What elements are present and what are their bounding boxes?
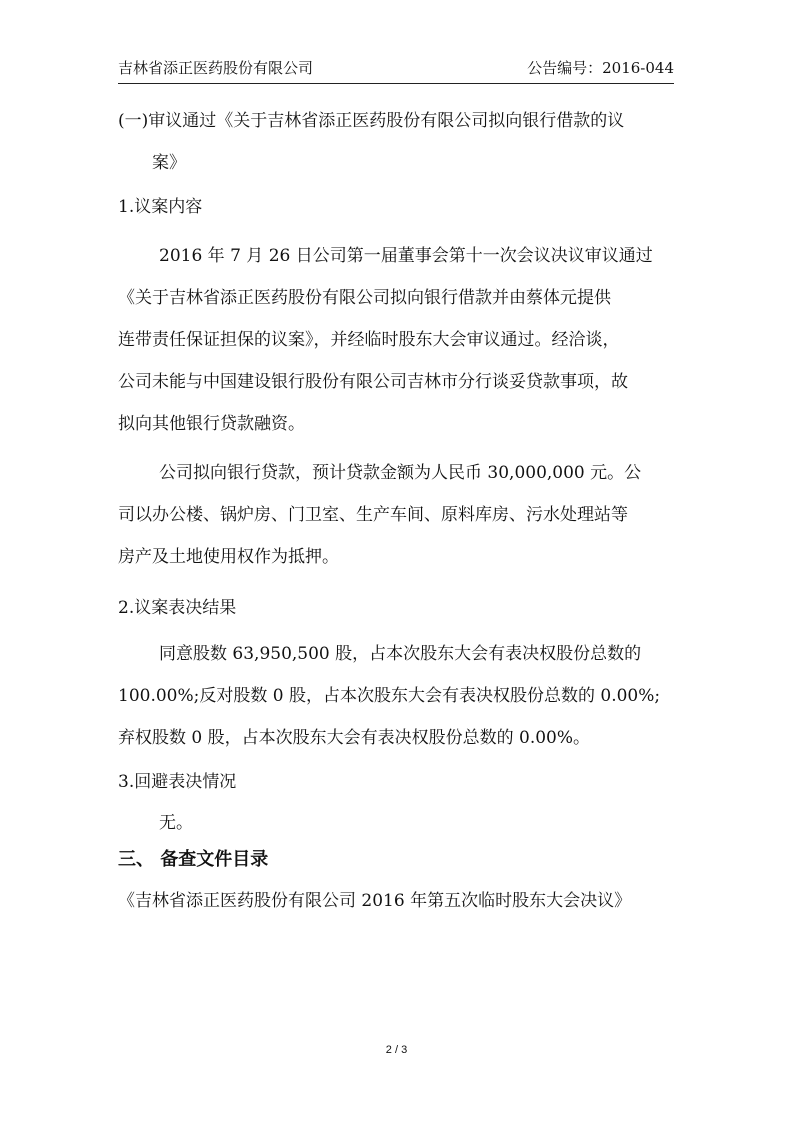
paragraph-2-line-3: 房产及土地使用权作为抵押。 [118,547,339,567]
paragraph-1-line-5: 拟向其他银行贷款融资。 [118,414,305,434]
section-2-heading: 2.议案表决结果 [118,598,237,618]
paragraph-1-line-2: 《关于吉林省添正医药股份有限公司拟向银行借款并由蔡体元提供 [118,288,611,308]
paragraph-3-line-1: 同意股数 63,950,500 股，占本次股东大会有表决权股份总数的 [159,644,642,664]
paragraph-2-line-1: 公司拟向银行贷款，预计贷款金额为人民币 30,000,000 元。公 [159,463,642,483]
page-number: 2 / 3 [385,1044,408,1056]
section-three-heading: 三、 备查文件目录 [118,849,269,870]
header-divider [118,83,674,84]
section-3-text: 无。 [159,813,193,833]
reference-document: 《吉林省添正医药股份有限公司 2016 年第五次临时股东大会决议》 [118,891,632,911]
resolution-title-line-2: 案》 [152,153,186,173]
header-company-name: 吉林省添正医药股份有限公司 [118,59,314,77]
paragraph-1-line-3: 连带责任保证担保的议案》，并经临时股东大会审议通过。经洽谈， [118,330,620,350]
paragraph-3-line-2: 100.00%;反对股数 0 股，占本次股东大会有表决权股份总数的 0.00%; [118,686,661,706]
section-3-heading: 3.回避表决情况 [118,772,237,792]
paragraph-1-line-1: 2016 年 7 月 26 日公司第一届董事会第十一次会议决议审议通过 [159,246,653,266]
paragraph-3-line-3: 弃权股数 0 股，占本次股东大会有表决权股份总数的 0.00%。 [118,728,591,748]
resolution-title-line-1: (一)审议通过《关于吉林省添正医药股份有限公司拟向银行借款的议 [118,111,625,131]
header-announcement-number: 公告编号：2016-044 [527,59,674,77]
paragraph-2-line-2: 司以办公楼、锅炉房、门卫室、生产车间、原料库房、污水处理站等 [118,505,628,525]
paragraph-1-line-4: 公司未能与中国建设银行股份有限公司吉林市分行谈妥贷款事项，故 [118,372,628,392]
section-1-heading: 1.议案内容 [118,197,203,217]
